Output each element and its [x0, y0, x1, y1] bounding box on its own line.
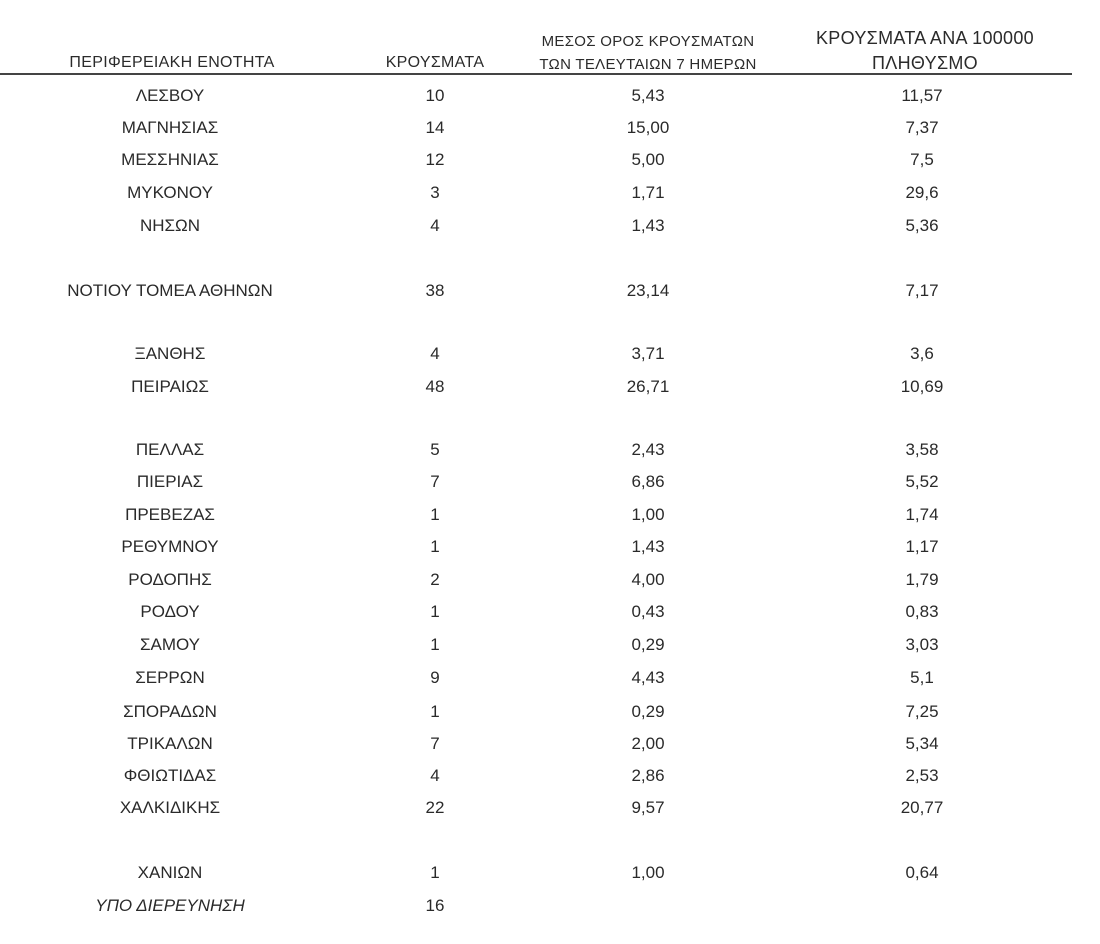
region-cell: ΛΕΣΒΟΥ [135, 86, 205, 105]
cases-cell: 16 [425, 896, 445, 915]
avg7-cell: 6,86 [631, 472, 665, 491]
cases-cell: 14 [425, 118, 445, 137]
per100k-cell: 0,83 [905, 602, 939, 621]
avg7-cell: 9,57 [631, 798, 665, 817]
table-row [0, 470, 1100, 494]
avg7-cell: 0,29 [631, 635, 665, 654]
cases-cell: 1 [430, 505, 440, 524]
cases-cell: 48 [425, 377, 445, 396]
cases-cell: 7 [430, 472, 440, 491]
per100k-cell: 7,25 [905, 702, 939, 721]
cases-cell: 4 [430, 766, 440, 785]
cases-cell: 1 [430, 537, 440, 556]
table-row [0, 666, 1100, 690]
per100k-cell: 1,79 [905, 570, 939, 589]
per100k-cell: 11,57 [901, 86, 943, 105]
avg7-cell: 5,00 [631, 150, 665, 169]
region-cell: ΣΑΜΟΥ [139, 635, 201, 654]
cases-cell: 22 [425, 798, 445, 817]
region-cell: ΝΗΣΩΝ [139, 216, 201, 235]
per100k-cell: 3,03 [905, 635, 939, 654]
avg7-cell: 1,71 [631, 183, 665, 202]
per100k-cell: 3,58 [905, 440, 939, 459]
per100k-cell: 5,36 [905, 216, 939, 235]
avg7-cell: 4,43 [631, 668, 665, 687]
per100k-cell: 20,77 [900, 798, 944, 817]
table-row [0, 732, 1100, 756]
region-cell: ΜΑΓΝΗΣΙΑΣ [121, 118, 219, 137]
per100k-cell: 1,74 [905, 505, 939, 524]
region-cell: ΤΡΙΚΑΛΩΝ [127, 734, 213, 753]
cases-cell: 9 [430, 668, 440, 687]
cases-cell: 1 [430, 863, 440, 882]
cases-cell: 1 [430, 702, 440, 721]
table-row [0, 700, 1100, 724]
header-per100k [790, 26, 1060, 76]
region-cell: ΠΙΕΡΙΑΣ [136, 472, 204, 491]
per100k-cell: 2,53 [905, 766, 939, 785]
region-cell: ΧΑΛΚΙΔΙΚΗΣ [119, 798, 221, 817]
per100k-cell: 1,17 [905, 537, 939, 556]
table-row [0, 214, 1100, 238]
avg7-cell: 15,00 [626, 118, 670, 137]
region-cell: ΧΑΝΙΩΝ [137, 863, 203, 882]
table-row [0, 181, 1100, 205]
cases-cell: 12 [425, 150, 445, 169]
header-divider [0, 73, 1072, 75]
region-cell: ΠΕΙΡΑΙΩΣ [131, 377, 209, 396]
avg7-cell: 0,43 [631, 602, 665, 621]
table-row [0, 503, 1100, 527]
cases-cell: 7 [430, 734, 440, 753]
cases-cell: 10 [425, 86, 445, 105]
header-cases [370, 54, 500, 72]
table-row [0, 894, 1100, 918]
table-row [0, 764, 1100, 788]
header-cases-label: ΚΡΟΥΣΜΑΤΑ [385, 54, 485, 71]
avg7-cell: 2,86 [631, 766, 665, 785]
table-row [0, 116, 1100, 140]
header-per100k-line2: ΠΛΗΘΥΣΜΟ [872, 53, 978, 73]
table-row [0, 796, 1100, 820]
table-row [0, 861, 1100, 885]
avg7-cell: 23,14 [626, 281, 670, 300]
header-region-label: ΠΕΡΙΦΕΡΕΙΑΚΗ ΕΝΟΤΗΤΑ [69, 54, 275, 71]
region-cell: ΡΟΔΟΥ [140, 602, 200, 621]
avg7-cell: 3,71 [631, 344, 665, 363]
region-cell: ΦΘΙΩΤΙΔΑΣ [123, 766, 217, 785]
region-cell: ΣΕΡΡΩΝ [135, 668, 205, 687]
region-cell: ΠΡΕΒΕΖΑΣ [125, 505, 215, 524]
per100k-cell: 0,64 [905, 863, 939, 882]
avg7-cell: 2,43 [631, 440, 665, 459]
avg7-cell: 0,29 [631, 702, 665, 721]
cases-cell: 4 [430, 216, 440, 235]
table-row [0, 600, 1100, 624]
header-avg7-line1: ΜΕΣΟΣ ΟΡΟΣ ΚΡΟΥΣΜΑΤΩΝ [541, 33, 755, 50]
avg7-cell: 2,00 [631, 734, 665, 753]
header-region [52, 54, 292, 72]
avg7-cell: 1,00 [631, 863, 665, 882]
per100k-cell: 5,52 [905, 472, 939, 491]
table-row [0, 438, 1100, 462]
per100k-cell: 7,17 [905, 281, 939, 300]
table-row [0, 535, 1100, 559]
table-row [0, 84, 1100, 108]
region-cell: ΜΕΣΣΗΝΙΑΣ [121, 150, 219, 169]
region-cell: ΝΟΤΙΟΥ ΤΟΜΕΑ ΑΘΗΝΩΝ [67, 281, 273, 300]
avg7-cell: 4,00 [631, 570, 665, 589]
header-avg7 [508, 30, 788, 76]
cases-cell: 1 [430, 635, 440, 654]
table-row [0, 568, 1100, 592]
region-cell: ΠΕΛΛΑΣ [135, 440, 205, 459]
region-cell: ΥΠΟ ΔΙΕΡΕΥΝΗΣΗ [95, 896, 245, 915]
cases-cell: 5 [430, 440, 440, 459]
avg7-cell: 1,43 [631, 537, 665, 556]
region-cell: ΞΑΝΘΗΣ [134, 344, 206, 363]
cases-cell: 38 [425, 281, 445, 300]
region-cell: ΡΕΘΥΜΝΟΥ [121, 537, 219, 556]
avg7-cell: 5,43 [631, 86, 665, 105]
avg7-cell: 1,00 [631, 505, 665, 524]
per100k-cell: 5,34 [905, 734, 939, 753]
cases-cell: 1 [430, 602, 440, 621]
per100k-cell: 10,69 [900, 377, 944, 396]
region-cell: ΡΟΔΟΠΗΣ [128, 570, 212, 589]
cases-cell: 3 [430, 183, 440, 202]
region-cell: ΜΥΚΟΝΟΥ [127, 183, 213, 202]
avg7-cell: 1,43 [631, 216, 665, 235]
table-row [0, 342, 1100, 366]
table-row [0, 633, 1100, 657]
per100k-cell: 7,37 [905, 118, 939, 137]
region-cell: ΣΠΟΡΑΔΩΝ [123, 702, 217, 721]
cases-cell: 4 [430, 344, 440, 363]
header-avg7-line2: ΤΩΝ ΤΕΛΕΥΤΑΙΩΝ 7 ΗΜΕΡΩΝ [539, 56, 757, 73]
per100k-cell: 3,6 [910, 344, 934, 363]
per100k-cell: 7,5 [910, 150, 934, 169]
table-row [0, 279, 1100, 303]
avg7-cell: 26,71 [626, 377, 670, 396]
cases-cell: 2 [430, 570, 440, 589]
per100k-cell: 29,6 [905, 183, 939, 202]
per100k-cell: 5,1 [910, 668, 934, 687]
table-row [0, 375, 1100, 399]
header-per100k-line1: ΚΡΟΥΣΜΑΤΑ ΑΝΑ 100000 [816, 28, 1034, 48]
table-row [0, 148, 1100, 172]
